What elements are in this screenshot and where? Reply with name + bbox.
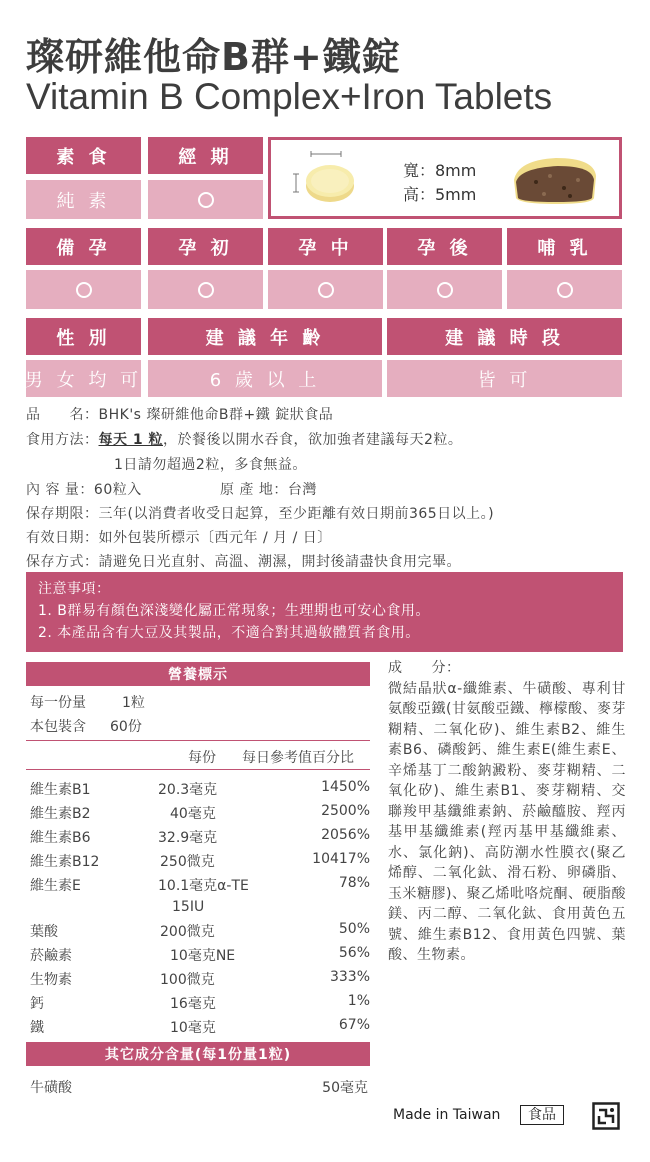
info-product-name: 品 名：BHK's 璨研維他命B群+鐵 錠狀食品 bbox=[26, 407, 334, 423]
divider bbox=[26, 769, 370, 770]
food-badge: 食品 bbox=[520, 1105, 564, 1125]
info-storage: 保存方式：請避免日光直射、高溫、潮濕，開封後請盡快食用完畢。 bbox=[26, 554, 461, 570]
tablet-front-icon bbox=[289, 148, 369, 210]
other-ingredient-name: 牛磺酸 bbox=[30, 1080, 72, 1096]
ingredients-text: 微結晶狀α-纖維素、牛磺酸、專利甘氨酸亞鐵(甘氨酸亞鐵、檸檬酸、麥芽糊精、二氧化矽)、維生素B2、維生素B6、磷酸鈣、維生素E(維生素E、辛烯基丁二酸鈉澱粉、麥芽糊精、二氧化矽)、維生素B1、麥芽糊精、交聯羧甲基纖維素鈉、菸鹼醯胺、羥丙基甲基纖維素(羥丙基甲基纖維素、水、氯化鈉)、高防潮水性膜衣(聚乙烯醇、二氧化鈦、滑石粉、卵磷脂、玉米糖膠)、聚乙烯吡咯烷酮、硬脂酸鎂、丙二醇、二氧化鈦、食用黃色五號、維生素B12、食用黃色四號、葉酸、生物素。 bbox=[388, 680, 626, 963]
certification-logo-icon bbox=[592, 1102, 620, 1130]
serving-value: 1粒 bbox=[122, 695, 145, 711]
preconception-header: 備 孕 bbox=[26, 228, 141, 265]
other-ingredient-amount: 50毫克 bbox=[322, 1080, 368, 1096]
check-circle-icon bbox=[318, 282, 334, 298]
ingredients-block bbox=[388, 658, 626, 966]
tablet-height: 高：5mm bbox=[403, 185, 477, 204]
notice-item-2: 2. 本產品含有大豆及其製品，不適合對其過敏體質者食用。 bbox=[38, 625, 420, 641]
menstruation-value bbox=[148, 180, 263, 219]
tablet-cross-section-icon bbox=[506, 146, 606, 212]
early-pregnancy-value bbox=[148, 270, 263, 309]
tablet-width: 寬：8mm bbox=[403, 161, 477, 180]
pack-value: 60份 bbox=[110, 719, 142, 735]
lactation-value bbox=[507, 270, 622, 309]
gender-header: 性 別 bbox=[26, 318, 141, 355]
check-circle-icon bbox=[76, 282, 92, 298]
check-circle-icon bbox=[437, 282, 453, 298]
product-title-zh: 璨研維他命B群+鐵錠 bbox=[26, 35, 401, 79]
info-origin: 原 產 地：台灣 bbox=[220, 482, 317, 498]
product-title-en: Vitamin B Complex+Iron Tablets bbox=[26, 76, 553, 117]
info-expiry: 有效日期：如外包裝所標示〔西元年 / 月 / 日〕 bbox=[26, 530, 332, 546]
made-in-label: Made in Taiwan bbox=[393, 1107, 501, 1123]
divider bbox=[26, 740, 370, 741]
info-shelf-life: 保存期限：三年(以消費者收受日起算，至少距離有效日期前365日以上。) bbox=[26, 506, 495, 522]
mid-pregnancy-header: 孕 中 bbox=[268, 228, 383, 265]
pack-label: 本包裝含 bbox=[30, 719, 86, 735]
nutrition-header: 營養標示 bbox=[26, 662, 370, 686]
late-pregnancy-value bbox=[387, 270, 502, 309]
age-header: 建 議 年 齡 bbox=[148, 318, 382, 355]
notice-box bbox=[26, 572, 623, 652]
info-usage: 食用方法：每天 1 粒，於餐後以開水吞食，欲加強者建議每天2粒。 bbox=[26, 432, 463, 448]
col-daily-value: 每日參考值百分比 bbox=[242, 750, 354, 766]
age-value: 6 歲 以 上 bbox=[148, 360, 382, 397]
notice-title: 注意事項： bbox=[38, 581, 111, 597]
timing-value: 皆 可 bbox=[387, 360, 622, 397]
vegetarian-header: 素 食 bbox=[26, 137, 141, 174]
notice-item-1: 1. B群易有顏色深淺變化屬正常現象；生理期也可安心食用。 bbox=[38, 603, 430, 619]
info-volume: 內 容 量：60粒入 bbox=[26, 482, 142, 498]
vegetarian-value: 純 素 bbox=[26, 180, 141, 219]
serving-label: 每一份量 bbox=[30, 695, 86, 711]
lactation-header: 哺 乳 bbox=[507, 228, 622, 265]
tablet-size-box bbox=[268, 137, 622, 219]
check-circle-icon bbox=[198, 192, 214, 208]
info-usage-line2: 1日請勿超過2粒，多食無益。 bbox=[114, 457, 307, 473]
check-circle-icon bbox=[198, 282, 214, 298]
preconception-value bbox=[26, 270, 141, 309]
early-pregnancy-header: 孕 初 bbox=[148, 228, 263, 265]
other-ingredients-header: 其它成分含量(每1份量1粒) bbox=[26, 1042, 370, 1066]
col-per-serving: 每份 bbox=[188, 750, 216, 766]
late-pregnancy-header: 孕 後 bbox=[387, 228, 502, 265]
mid-pregnancy-value bbox=[268, 270, 383, 309]
ingredients-label: 成 分： bbox=[388, 660, 461, 676]
usage-emphasis: 每天 1 粒 bbox=[98, 432, 163, 448]
gender-value: 男 女 均 可 bbox=[26, 360, 141, 397]
timing-header: 建 議 時 段 bbox=[387, 318, 622, 355]
menstruation-header: 經 期 bbox=[148, 137, 263, 174]
check-circle-icon bbox=[557, 282, 573, 298]
